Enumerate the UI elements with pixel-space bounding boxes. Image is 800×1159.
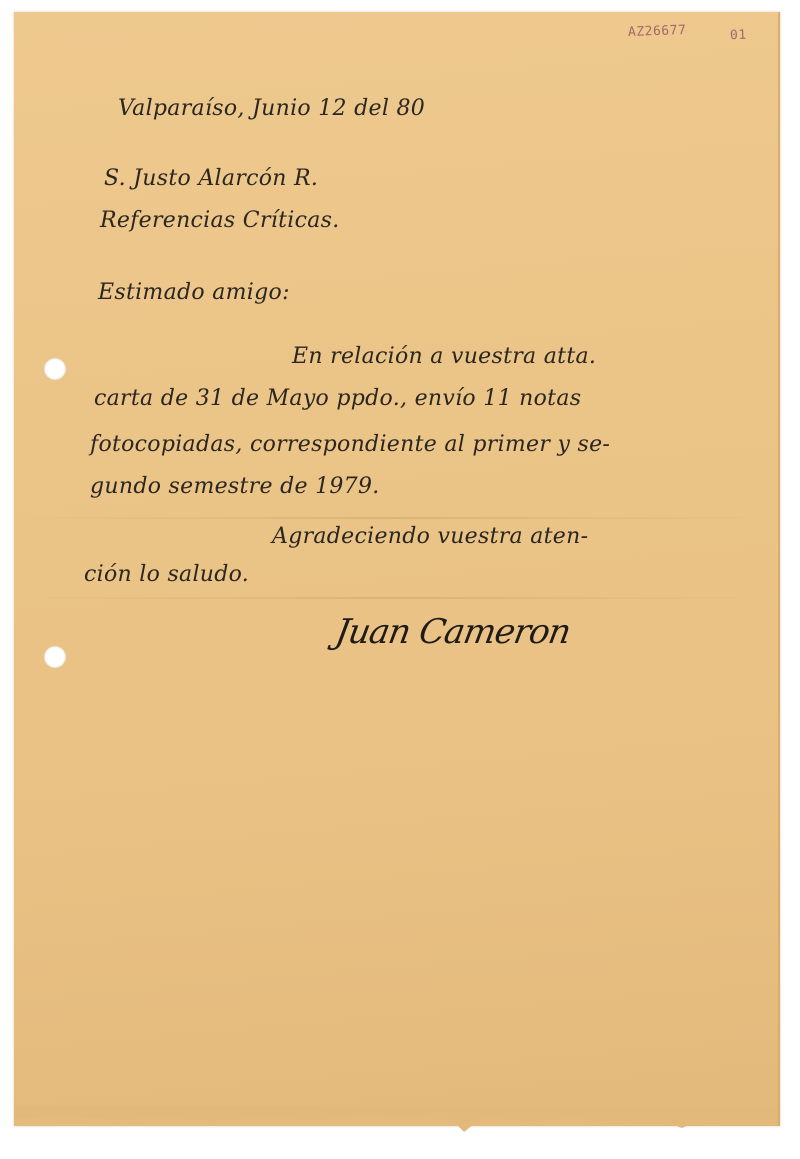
body-line: Agradeciendo vuestra aten- (272, 524, 589, 549)
place-and-date: Valparaíso, Junio 12 del 80 (118, 96, 426, 121)
archive-page-number: 01 (729, 27, 747, 44)
body-line: En relación a vuestra atta. (292, 344, 597, 369)
torn-paper-edge (14, 1106, 778, 1134)
paper-fold-line (14, 517, 778, 519)
archive-number: AZ26677 (627, 22, 687, 41)
punch-hole (44, 358, 66, 380)
recipient-name: S. Justo Alarcón R. (104, 166, 319, 191)
body-line: carta de 31 de Mayo ppdo., envío 11 notas (94, 386, 582, 411)
signature: Juan Cameron (332, 612, 574, 652)
body-line: fotocopiadas, correspondiente al primer y se- (90, 432, 611, 457)
salutation: Estimado amigo: (98, 280, 290, 305)
paper-fold-line (14, 597, 778, 599)
punch-hole (44, 646, 66, 668)
body-line: ción lo saludo. (84, 562, 250, 587)
body-line: gundo semestre de 1979. (90, 474, 380, 499)
recipient-reference: Referencias Críticas. (100, 208, 340, 233)
